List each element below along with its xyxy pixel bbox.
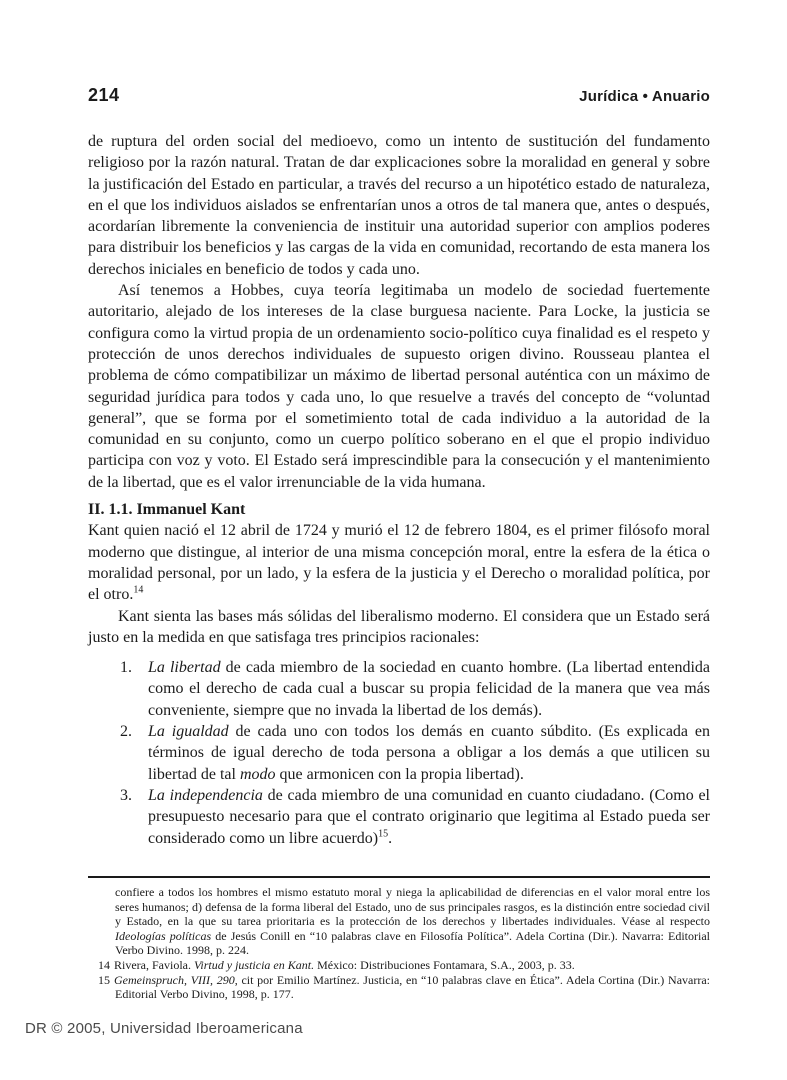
footnote-italic-title: Gemeinspruch, VIII, 290 [114, 972, 235, 987]
footnotes [88, 876, 710, 1002]
footnote-separator [88, 876, 710, 878]
footnote-ref-15: 15 [378, 828, 389, 840]
list-item-tail: . [388, 829, 393, 847]
list-item-emphasis: modo [239, 765, 276, 783]
footnote-text: confiere a todos los hombres el mismo estatuto moral y niega la aplicabilidad de diferencias en el valor moral entre los seres humanos; d) defensa de la forma liberal del Estado, uno de sus principales rasgos, es la distinción entre sociedad civil y Estado, en la que su tarea prioritaria es la protección de los derechos y libertades individuales. Véase al respecto [115, 885, 710, 929]
footnote-continuation [88, 885, 710, 958]
footnote-text: México: Distribuciones Fontamara, S.A., 2003, p. 33. [314, 957, 575, 972]
kant-bio-text: Kant quien nació el 12 abril de 1724 y murió el 12 de febrero 1804, es el primer filósofo moral moderno que distingue, al interior de una misma concepción moral, entre la esfera de la ética o moralidad personal, por un lado, y la esfera de la justicia y el Derecho o moralidad política, por el otro. [88, 522, 710, 604]
footnote-number: 14 [98, 957, 110, 972]
footnote-italic-title: Ideologías políticas [115, 928, 212, 943]
list-item-liberty [88, 657, 710, 721]
footnote-ref-14: 14 [133, 584, 144, 596]
footnote-14 [88, 958, 710, 973]
paragraph-contract-theory: de ruptura del orden social del medioevo, como un intento de sustitución del fundamento religioso por la razón natural. Tratan de dar explicaciones sobre la moralidad en general y sobre la justificación del Estado en particular, a través del recurso a un hipotético estado de naturaleza, en el que los individuos aislados se enfrentarían unos a otros de tal manera que, antes o después, acordarían libremente la conveniencia de instituir una autoridad superior con amplios poderes para distribuir los beneficios y las cargas de la vida en comunidad, recortando de esta manera los derechos iniciales en beneficio de todos y cada uno. [88, 133, 710, 278]
paragraph-kant-bio [88, 520, 710, 605]
list-item-number: 1. [120, 659, 132, 677]
footnote-italic-title: Virtud y justicia en Kant. [193, 957, 315, 972]
list-item-lead-italic: La independencia [148, 786, 263, 804]
copyright-line: DR © 2005, Universidad Iberoamericana [25, 1020, 303, 1037]
body-text [88, 131, 710, 849]
journal-title: Jurídica • Anuario [579, 88, 710, 105]
footnote-text: Rivera, Faviola. [114, 957, 194, 972]
list-item-text: que armonicen con la propia libertad). [275, 765, 524, 783]
paragraph-kant-principles-intro: Kant sienta las bases más sólidas del liberalismo moderno. El considera que un Estado será justo en la medida en que satisfaga tres principios racionales: [88, 607, 710, 646]
section-heading: II. 1.1. Immanuel Kant [88, 501, 246, 519]
paragraph-hobbes-locke-rousseau: Así tenemos a Hobbes, cuya teoría legitimaba un modelo de sociedad fuertemente autoritario, alejado de los intereses de la clase burguesa naciente. Para Locke, la justicia se configura como la virtud propia de un ordenamiento socio-político cuya finalidad es el respeto y protección de unos derechos individuales de supuesto origen divino. Rousseau plantea el problema de cómo compatibilizar un máximo de libertad personal auténtica con un máximo de seguridad jurídica para todos y cada uno, lo que resuelve a través del concepto de “voluntad general”, que se forma por el sometimiento total de cada individuo a la autoridad de la comunidad en su conjunto, como un cuerpo político soberano en el que el propio individuo participa con voz y voto. El Estado será imprescindible para la consecución y el mantenimiento de la libertad, que es el valor irrenunciable de la vida humana. [88, 282, 710, 491]
footnote-text: de Jesús Conill en “10 palabras clave en Filosofía Política”. Adela Cortina (Dir.). Navarra: Editorial Verbo Divino. 1998, p. 224. [115, 928, 710, 958]
footnote-15 [88, 973, 710, 1002]
list-item-text: de cada miembro de la sociedad en cuanto hombre. (La libertad entendida como el derecho de cada cual a buscar su propia felicidad de la manera que vea más conveniente, siempre que no invada la libertad de los demás). [148, 659, 711, 719]
list-item-text: de cada uno con todos los demás en cuanto súbdito. (Es explicada en términos de igual derecho de toda persona a obligar a los demás a que utilicen su libertad de tal [148, 723, 710, 783]
list-item-lead-italic: La igualdad [148, 723, 229, 741]
list-item-number: 2. [120, 723, 132, 741]
list-item-equality [88, 721, 710, 785]
list-item-lead-italic: La libertad [148, 659, 221, 677]
principles-list [88, 657, 710, 849]
page-header [88, 85, 710, 106]
list-item-text: de cada miembro de una comunidad en cuanto ciudadano. (Como el presupuesto necesario para que el contrato originario que legitima al Estado pueda ser considerado como un libre acuerdo) [148, 786, 710, 847]
list-item-number: 3. [120, 786, 132, 804]
page-number: 214 [88, 85, 120, 105]
footnote-number: 15 [98, 972, 110, 987]
footnote-text: , cit por Emilio Martínez. Justicia, en “10 palabras clave en Ética”. Adela Cortina (Dir.) Navarra: Editorial Verbo Divino, 1998, p. 177. [115, 972, 710, 1002]
list-item-independence [88, 785, 710, 849]
